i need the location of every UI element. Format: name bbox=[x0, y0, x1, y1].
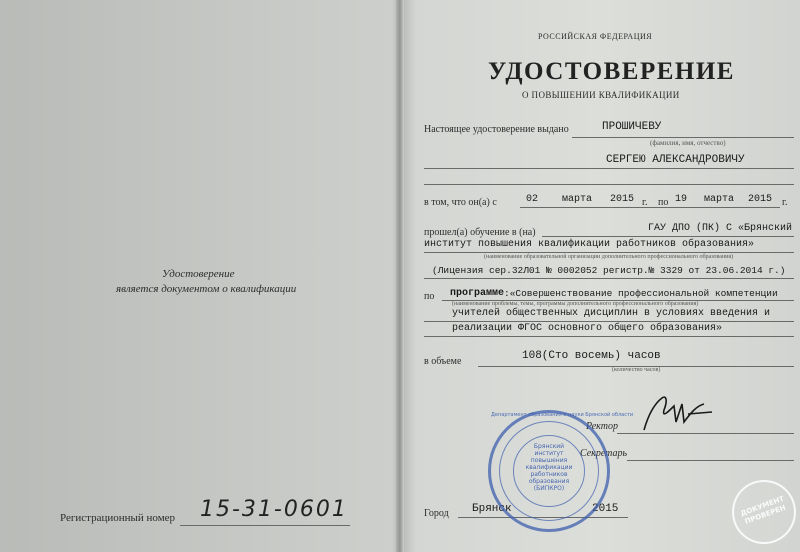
program-word: программе bbox=[450, 288, 505, 299]
stamp-inner-line: образования bbox=[528, 478, 570, 485]
from-year-suffix: г. bbox=[642, 197, 648, 208]
volume-label: в объеме bbox=[424, 356, 462, 367]
stamp-inner-line: работников bbox=[530, 471, 568, 478]
given-names-underline bbox=[424, 168, 794, 169]
left-page bbox=[0, 0, 398, 552]
period-underline bbox=[520, 207, 780, 208]
from-month: марта bbox=[562, 194, 593, 205]
issued-to-label: Настоящее удостоверение выдано bbox=[424, 124, 569, 135]
city-label: Город bbox=[424, 508, 449, 519]
program-hint: (наименование проблемы, темы, программы дополнительного профессионального образования) bbox=[452, 301, 699, 307]
right-page bbox=[402, 0, 800, 552]
qualification-note-line1: Удостоверение bbox=[162, 268, 235, 280]
from-year: 2015 bbox=[610, 194, 635, 205]
verified-corner-stamp bbox=[732, 480, 796, 544]
verified-stamp-text: ДОКУМЕНТ ПРОВЕРЕН bbox=[739, 494, 787, 526]
to-month: марта bbox=[704, 194, 735, 205]
stamp-inner-line: квалификации bbox=[525, 464, 573, 471]
training-label: прошел(а) обучение в (на) bbox=[424, 227, 536, 238]
reg-number-label: Регистрационный номер bbox=[60, 512, 176, 524]
to-day: 19 bbox=[675, 194, 688, 205]
program-label: по bbox=[424, 291, 435, 302]
country-header: РОССИЙСКАЯ ФЕДЕРАЦИЯ bbox=[538, 32, 653, 41]
program-line3-underline bbox=[424, 336, 794, 337]
org-line2-underline bbox=[424, 252, 794, 253]
org-line1: ГАУ ДПО (ПК) С «Брянский bbox=[648, 223, 793, 234]
org-line1-underline bbox=[542, 236, 794, 237]
given-names-value: СЕРГЕЮ АЛЕКСАНДРОВИЧУ bbox=[606, 154, 745, 166]
license-underline bbox=[424, 278, 794, 279]
volume-hint: (количество часов) bbox=[612, 367, 661, 373]
to-label: по bbox=[658, 197, 669, 208]
program-line2: учителей общественных дисциплин в условиях введения и bbox=[452, 308, 771, 319]
stamp-inner-line: повышения bbox=[530, 457, 568, 464]
to-year-suffix: г. bbox=[782, 197, 788, 208]
from-day: 02 bbox=[526, 194, 539, 205]
city-value: Брянск bbox=[472, 503, 512, 515]
rector-signature bbox=[638, 392, 718, 434]
volume-value: 108(Сто восемь) часов bbox=[522, 350, 661, 362]
program-line1: :«Совершенствование профессиональной компетенции bbox=[504, 288, 778, 299]
to-year: 2015 bbox=[748, 194, 773, 205]
stamp-inner-line: институт bbox=[534, 450, 564, 457]
reg-number-underline bbox=[180, 525, 350, 526]
qualification-note-line2: является документом о квалификации bbox=[116, 283, 297, 295]
org-line2: институт повышения квалификации работников образования» bbox=[424, 239, 755, 250]
surname-underline bbox=[572, 137, 794, 138]
document-title: УДОСТОВЕРЕНИЕ bbox=[488, 58, 735, 85]
organization-stamp bbox=[488, 410, 634, 532]
issue-year: 2015 bbox=[592, 503, 619, 515]
secretary-label: Секретарь bbox=[580, 448, 628, 459]
org-hint: (наименование образовательной организации дополнительного профессионального образования) bbox=[484, 254, 734, 260]
stamp-outer-text: Департамент образования и науки Брянской области bbox=[491, 412, 634, 418]
blank-underline bbox=[424, 184, 794, 185]
secretary-underline bbox=[627, 460, 794, 461]
program-line3: реализации ФГОС основного общего образования» bbox=[452, 323, 723, 334]
document-subtitle: О ПОВЫШЕНИИ КВАЛИФИКАЦИИ bbox=[522, 90, 680, 100]
rector-label: Ректор bbox=[586, 421, 618, 432]
license-line: (Лицензия сер.32Л01 № 0002052 регистр.№ 3329 от 23.06.2014 г.) bbox=[432, 265, 786, 276]
name-hint: (фамилия, имя, отчество) bbox=[650, 139, 726, 147]
period-prefix: в том, что он(а) с bbox=[424, 197, 497, 208]
surname-value: ПРОШИЧЕВУ bbox=[602, 121, 662, 133]
reg-number-value: 15-31-0601 bbox=[200, 497, 348, 522]
stamp-inner-line: Брянский bbox=[533, 443, 565, 450]
program-line2-underline bbox=[424, 321, 794, 322]
stamp-inner-line: (БИПКРО) bbox=[533, 485, 565, 492]
